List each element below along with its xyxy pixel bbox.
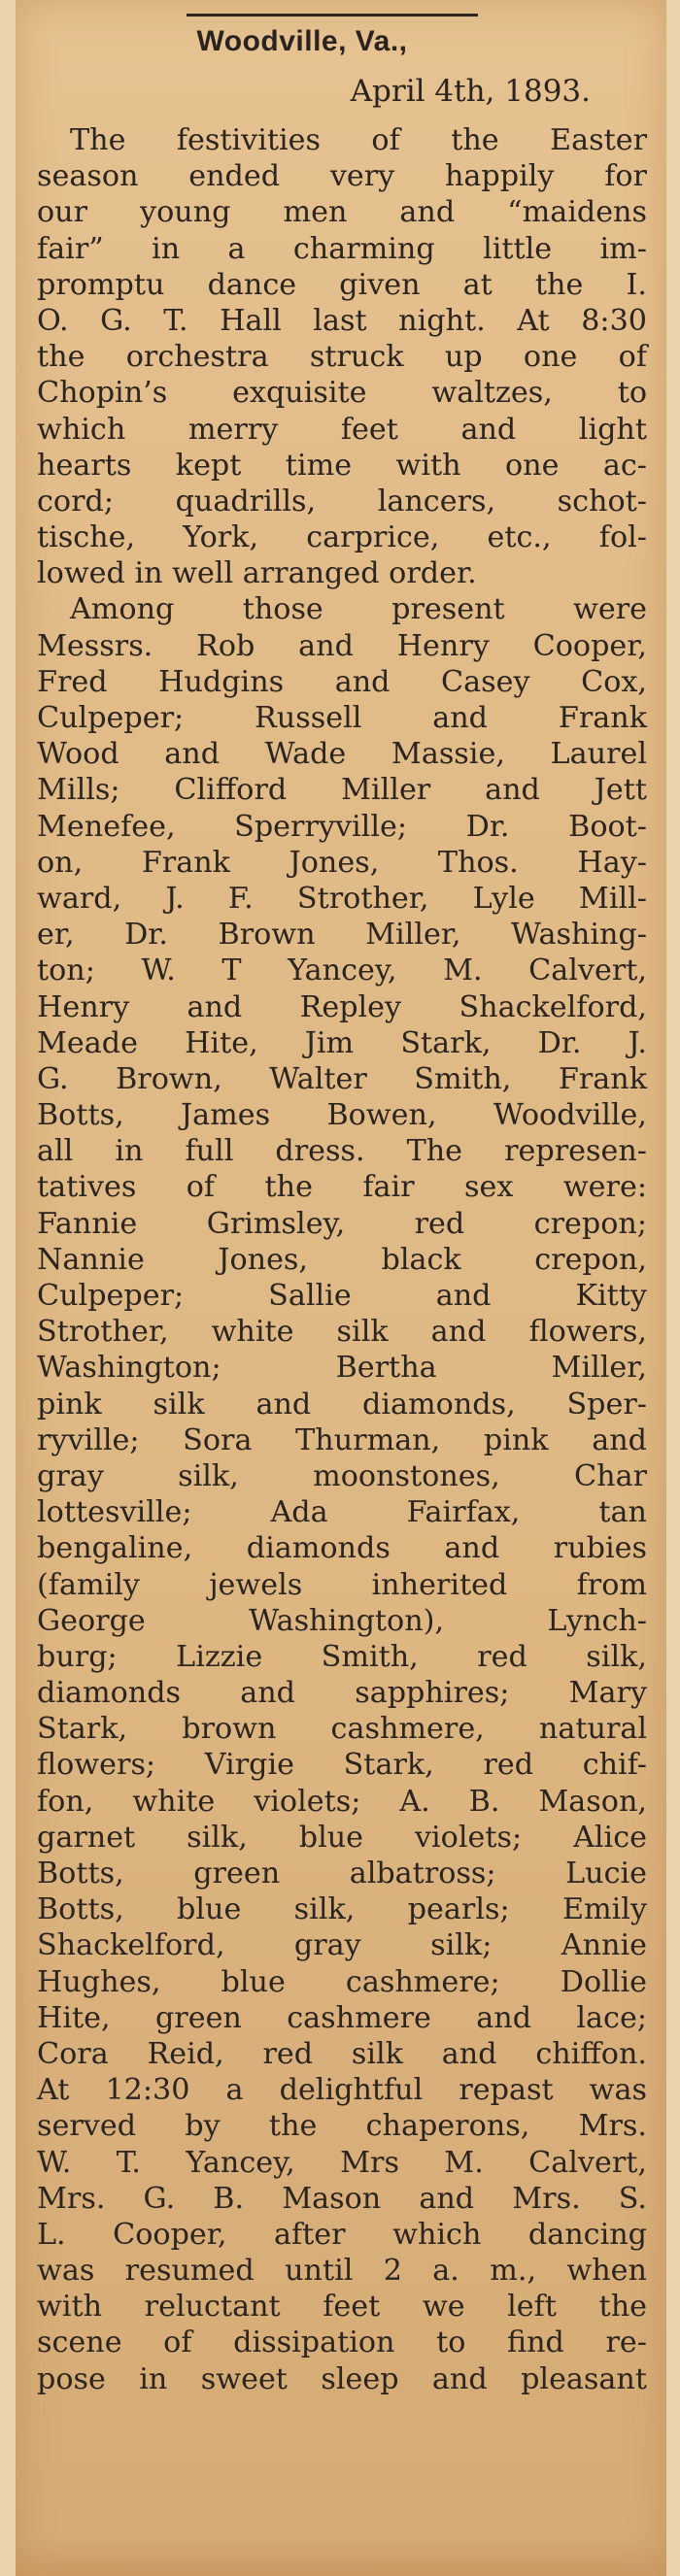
article-line: our young men and “maidens (37, 195, 647, 230)
article-line: At 12:30 a delightful repast was (37, 2073, 647, 2108)
header-rule (187, 14, 478, 17)
dateline: Woodville, Va., (196, 25, 408, 57)
article-line: the orchestra struck up one of (37, 340, 647, 375)
article-line: pink silk and diamonds, Sper- (37, 1387, 647, 1422)
newspaper-clipping (16, 0, 666, 2576)
article-line: served by the chaperons, Mrs. (37, 2109, 647, 2144)
article-line: Meade Hite, Jim Stark, Dr. J. (37, 1025, 647, 1060)
article-line: Washington; Bertha Miller, (37, 1351, 647, 1386)
article-body (37, 122, 647, 2397)
article-line: tatives of the fair sex were: (37, 1170, 647, 1205)
article-line: promptu dance given at the I. (37, 267, 647, 302)
article-line: Menefee, Sperryville; Dr. Boot- (37, 809, 647, 844)
article-line: diamonds and sapphires; Mary (37, 1676, 647, 1711)
article-line: hearts kept time with one ac- (37, 448, 647, 483)
article-line: Botts, green albatross; Lucie (37, 1857, 647, 1890)
article-line: George Washington), Lynch- (37, 1603, 647, 1638)
article-line: Among those present were (70, 592, 647, 627)
article-line: garnet silk, blue violets; Alice (37, 1820, 647, 1855)
article-line: Mills; Clifford Miller and Jett (37, 773, 647, 808)
article-line: Chopin’s exquisite waltzes, to (37, 376, 647, 411)
article-line: bengaline, diamonds and rubies (37, 1531, 647, 1566)
article-line: cord; quadrills, lancers, schot- (37, 484, 647, 519)
article-line: Culpeper; Sallie and Kitty (37, 1279, 647, 1313)
article-line: Henry and Repley Shackelford, (37, 989, 647, 1024)
article-line: O. G. T. Hall last night. At 8:30 (37, 303, 647, 338)
article-line: all in full dress. The represen- (37, 1134, 647, 1169)
article-line: L. Cooper, after which dancing (37, 2217, 647, 2252)
article-line: Fred Hudgins and Casey Cox, (37, 664, 647, 699)
article-line: with reluctant feet we left the (37, 2290, 647, 2325)
article-line: (family jewels inherited from (37, 1567, 647, 1602)
article-line: Messrs. Rob and Henry Cooper, (37, 628, 647, 663)
article-line: fon, white violets; A. B. Mason, (37, 1784, 647, 1819)
article-line: Strother, white silk and flowers, (37, 1315, 647, 1350)
article-line: ward, J. F. Strother, Lyle Mill- (37, 881, 647, 916)
article-line: The festivities of the Easter (70, 123, 647, 157)
article-line: Shackelford, gray silk; Annie (37, 1928, 647, 1963)
article-line: er, Dr. Brown Miller, Washing- (37, 918, 647, 953)
article-line: fair” in a charming little im- (37, 231, 647, 266)
article-line: Wood and Wade Massie, Laurel (37, 737, 647, 772)
article-date: April 4th, 1893. (350, 74, 591, 109)
article-line: lowed in well arranged order. (37, 556, 477, 591)
article-line: which merry feet and light (37, 412, 647, 447)
article-line: Cora Reid, red silk and chiffon. (37, 2036, 647, 2071)
article-line: Nannie Jones, black crepon, (37, 1242, 647, 1277)
article-line: scene of dissipation to find re- (37, 2325, 647, 2360)
article-line: tische, York, carprice, etc., fol- (37, 520, 647, 555)
article-line: season ended very happily for (37, 159, 647, 194)
article-line: Hite, green cashmere and lace; (37, 2000, 647, 2035)
article-line: Hughes, blue cashmere; Dollie (37, 1964, 647, 1999)
article-line: on, Frank Jones, Thos. Hay- (37, 845, 647, 880)
article-line: Mrs. G. B. Mason and Mrs. S. (37, 2181, 647, 2216)
article-line: burg; Lizzie Smith, red silk, (37, 1639, 647, 1674)
article-line: Botts, blue silk, pearls; Emily (37, 1892, 647, 1927)
article-line: flowers; Virgie Stark, red chif- (37, 1748, 647, 1783)
article-line: ton; W. T Yancey, M. Calvert, (37, 953, 647, 988)
article-line: ryville; Sora Thurman, pink and (37, 1422, 647, 1457)
article-line: Stark, brown cashmere, natural (37, 1712, 647, 1747)
article-line: Fannie Grimsley, red crepon; (37, 1206, 647, 1241)
article-line: was resumed until 2 a. m., when (37, 2254, 647, 2289)
article-line: Botts, James Bowen, Woodville, (37, 1098, 647, 1133)
article-line: pose in sweet sleep and pleasant (37, 2361, 647, 2396)
article-line: G. Brown, Walter Smith, Frank (37, 1061, 647, 1096)
article-line: lottesville; Ada Fairfax, tan (37, 1495, 647, 1530)
article-line: gray silk, moonstones, Char (37, 1458, 647, 1493)
article-line: Culpeper; Russell and Frank (37, 701, 647, 735)
article-line: W. T. Yancey, Mrs M. Calvert, (37, 2145, 647, 2180)
